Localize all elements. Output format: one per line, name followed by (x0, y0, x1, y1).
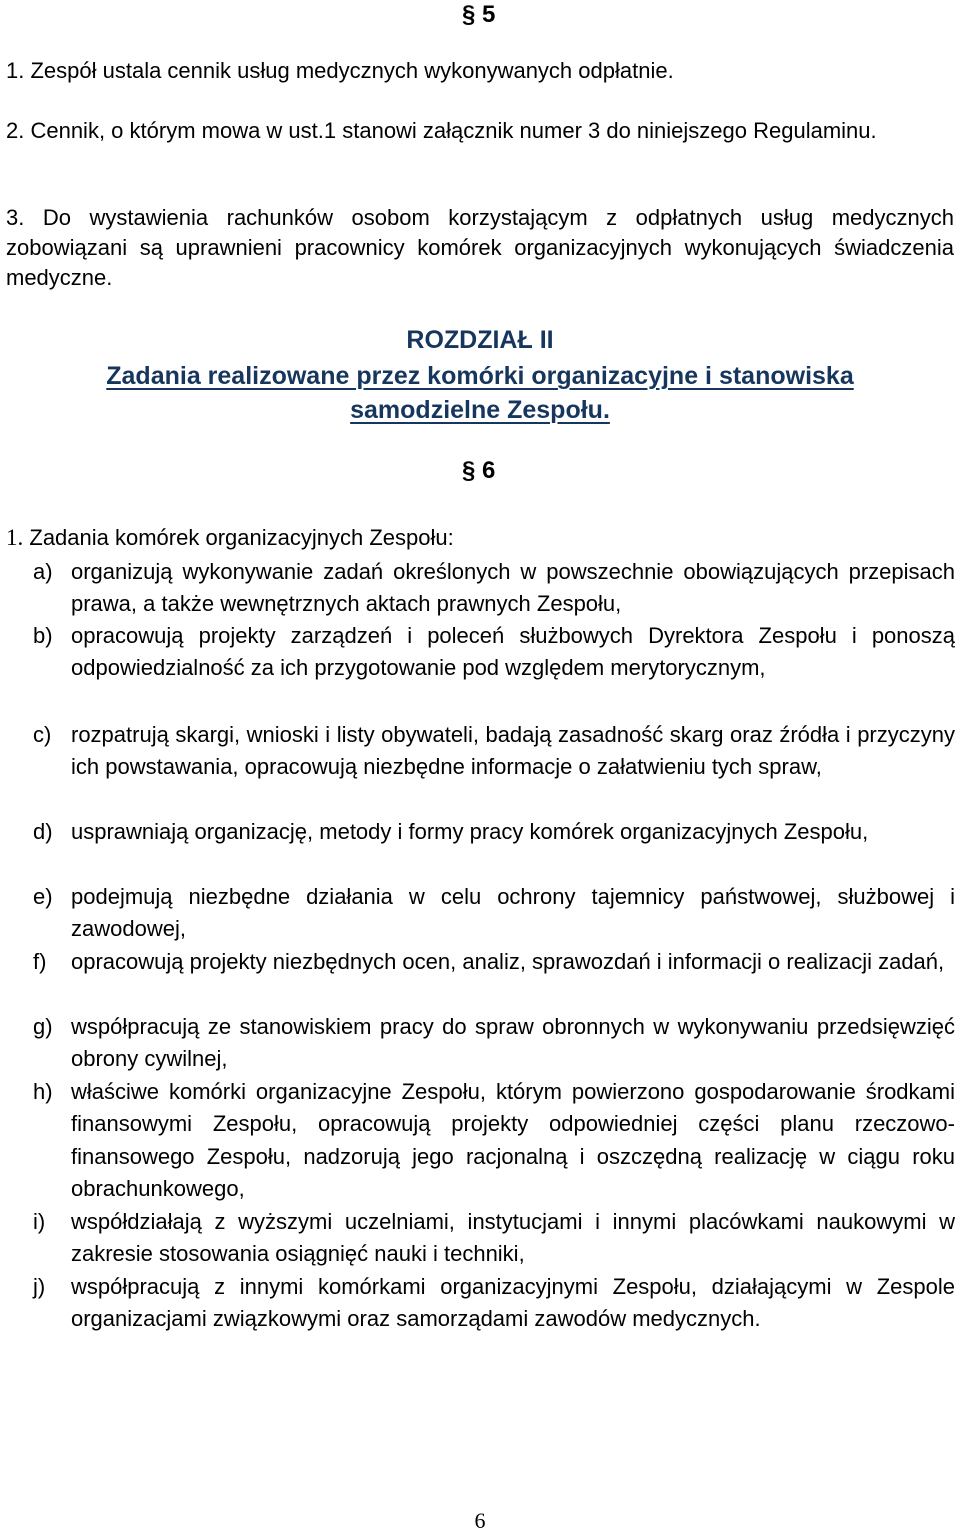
list-item-letter: b) (33, 623, 53, 648)
list-item-letter: f) (33, 949, 47, 974)
list-item-text: opracowują projekty zarządzeń i poleceń służbowych Dyrektora Zespołu i ponoszą odpowiedzialność za ich przygotowanie pod względem merytorycznym, (71, 623, 955, 681)
list-item (33, 946, 955, 978)
intro-text: Zadania komórek organizacyjnych Zespołu: (29, 525, 454, 550)
list-item-letter: g) (33, 1014, 53, 1039)
list-item-text: współdziałają z wyższymi uczelniami, instytucjami i innymi placówkami naukowymi w zakresie stosowania osiągnięć nauki i techniki, (71, 1209, 955, 1267)
section-5-heading: § 5 (462, 1, 496, 28)
list-item-text: współpracują ze stanowiskiem pracy do spraw obronnych w wykonywaniu przedsięwzięć obrony cywilnej, (71, 1014, 955, 1072)
chapter-heading: ROZDZIAŁ II (406, 326, 554, 354)
list-item-text: rozpatrują skargi, wnioski i listy obywateli, badają zasadność skarg oraz źródła i przyczyny ich powstawania, opracowują niezbędne informacje o załatwieniu tych spraw, (71, 722, 955, 780)
section-6-intro (6, 522, 454, 554)
section-6-heading: § 6 (462, 457, 496, 484)
list-item-letter: e) (33, 884, 53, 909)
list-item (33, 556, 955, 621)
list-item-letter: d) (33, 819, 53, 844)
intro-number: 1. (6, 525, 24, 550)
list-item-text: usprawniają organizację, metody i formy pracy komórek organizacyjnych Zespołu, (71, 819, 869, 844)
list-item-letter: j) (33, 1274, 46, 1299)
list-item (33, 1206, 955, 1271)
list-item-text: właściwe komórki organizacyjne Zespołu, którym powierzono gospodarowanie środkami finansowymi Zespołu, opracowują projekty odpowiedniej części planu rzeczowo-finansowego Zespołu, nadzorują jego racjonalną i oszczędną realizację w ciągu roku obrachunkowego, (71, 1079, 955, 1201)
list-item-text: współpracują z innymi komórkami organizacyjnymi Zespołu, działającymi w Zespole organizacjami związkowymi oraz samorządami zawodów medycznych. (71, 1274, 955, 1332)
list-item-letter: c) (33, 722, 52, 747)
list-item (33, 816, 955, 848)
list-item-text: opracowują projekty niezbędnych ocen, analiz, sprawozdań i informacji o realizacji zadań, (71, 949, 945, 974)
chapter-title: Zadania realizowane przez komórki organizacyjne i stanowiska samodzielne Zespołu. (106, 362, 854, 424)
list-item (33, 881, 955, 946)
list-item (33, 1011, 955, 1076)
list-item-text: podejmują niezbędne działania w celu ochrony tajemnicy państwowej, służbowej i zawodowej, (71, 884, 955, 942)
list-item (33, 719, 955, 784)
list-item-text: organizują wykonywanie zadań określonych w powszechnie obowiązujących przepisach prawa, a także wewnętrznych aktach prawnych Zespołu, (71, 559, 955, 617)
section-5-paragraph-3: 3. Do wystawienia rachunków osobom korzystającym z odpłatnych usług medycznych zobowiązani są uprawnieni pracownicy komórek organizacyjnych wykonujących świadczenia medyczne. (6, 205, 954, 290)
list-item (33, 1076, 955, 1205)
list-item (33, 620, 955, 685)
list-item-letter: h) (33, 1079, 53, 1104)
list-item-letter: i) (33, 1209, 46, 1234)
section-5-paragraph-1: 1. Zespół ustala cennik usług medycznych wykonywanych odpłatnie. (6, 58, 674, 83)
section-5-paragraph-2: 2. Cennik, o którym mowa w ust.1 stanowi załącznik numer 3 do niniejszego Regulaminu. (6, 118, 877, 143)
page-number: 6 (474, 1508, 486, 1533)
list-item (33, 1271, 955, 1336)
list-item-letter: a) (33, 559, 53, 584)
